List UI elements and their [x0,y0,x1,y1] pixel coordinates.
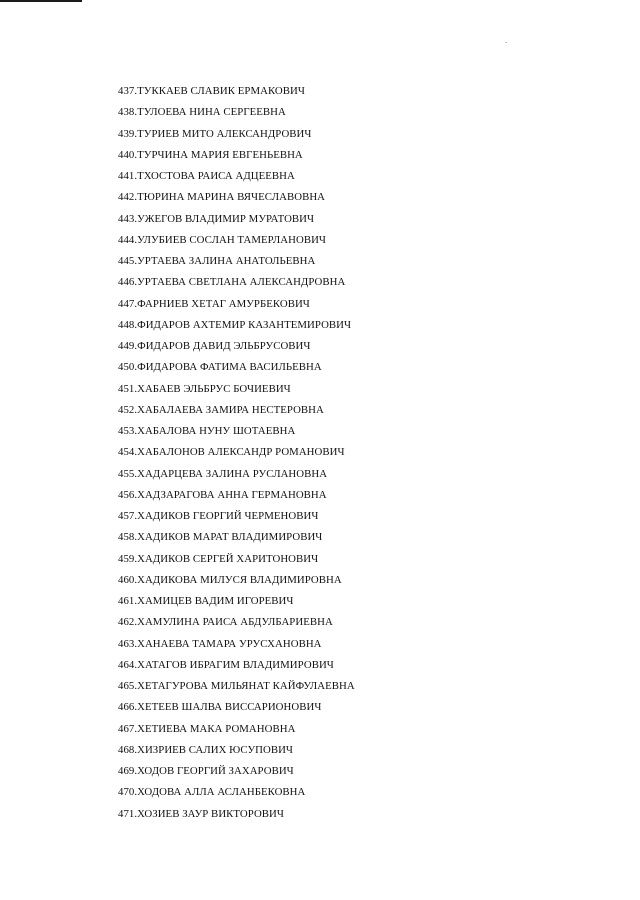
entry-name: ХАНАЕВА ТАМАРА УРУСХАНОВНА [137,637,322,650]
entry-name: УРТАЕВА ЗАЛИНА АНАТОЛЬЕВНА [137,255,316,267]
entry-number: 471. [118,807,138,820]
entry-number: 448. [118,318,138,331]
entry-name: ТУРЧИНА МАРИЯ ЕВГЕНЬЕВНА [137,148,303,161]
entry-number: 445. [118,255,138,267]
entry-name: ХАДАРЦЕВА ЗАЛИНА РУСЛАНОВНА [137,467,328,480]
entry-name: ТУККАЕВ СЛАВИК ЕРМАКОВИЧ [137,85,305,97]
list-item [118,145,355,166]
entry-number: 462. [118,616,138,629]
list-item [118,294,355,315]
entry-name: ХАБАЕВ ЭЛЬБРУС БОЧИЕВИЧ [137,382,291,395]
list-item [118,251,355,272]
entry-name: ХАБАЛАЕВА ЗАМИРА НЕСТЕРОВНА [137,403,324,416]
entry-name: ХОЗИЕВ ЗАУР ВИКТОРОВИЧ [137,807,284,820]
list-item [118,81,355,102]
entry-name: ФИДАРОВ ДАВИД ЭЛЬБРУСОВИЧ [137,340,311,352]
scan-edge-mark [0,0,82,2]
entry-name: ХАДИКОВА МИЛУСЯ ВЛАДИМИРОВНА [137,573,342,586]
entry-number: 437. [118,85,138,97]
list-item [118,591,355,612]
entry-name: ТЮРИНА МАРИНА ВЯЧЕСЛАВОВНА [137,191,326,204]
list-item [118,719,355,740]
entry-name: ХОДОВА АЛЛА АСЛАНБЕКОВНА [137,786,306,799]
entry-name: УРТАЕВА СВЕТЛАНА АЛЕКСАНДРОВНА [137,276,346,289]
entry-name: ХАДЗАРАГОВА АННА ГЕРМАНОВНА [137,488,327,501]
list-item [118,549,355,570]
entry-number: 456. [118,488,138,501]
entry-number: 460. [118,573,138,586]
entry-number: 451. [118,382,138,395]
entry-name: ХАДИКОВ МАРАТ ВЛАДИМИРОВИЧ [137,531,323,544]
entry-number: 464. [118,658,138,671]
list-item [118,612,355,633]
entry-number: 459. [118,552,138,565]
list-item [118,782,355,803]
entry-number: 465. [118,680,138,692]
scan-speck [505,42,507,43]
list-item [118,634,355,655]
list-item [118,740,355,761]
list-item [118,570,355,591]
entry-number: 455. [118,467,138,480]
entry-number: 466. [118,701,138,714]
entry-name: ХАДИКОВ СЕРГЕЙ ХАРИТОНОВИЧ [137,552,319,565]
entry-number: 461. [118,595,138,607]
list-item [118,336,355,357]
entry-number: 442. [118,191,138,204]
entry-number: 446. [118,276,138,289]
entry-name: ФАРНИЕВ ХЕТАГ АМУРБЕКОВИЧ [137,297,310,310]
entry-name: УЖЕГОВ ВЛАДИМИР МУРАТОВИЧ [137,212,315,225]
entry-name: ХАМУЛИНА РАИСА АБДУЛБАРИЕВНА [137,616,333,629]
entry-name: ХОДОВ ГЕОРГИЙ ЗАХАРОВИЧ [137,765,294,777]
entry-name: ХАБАЛОНОВ АЛЕКСАНДР РОМАНОВИЧ [137,446,345,459]
entry-number: 469. [118,765,138,777]
list-item [118,357,355,378]
entry-number: 452. [118,403,138,416]
entry-name: ХИЗРИЕВ САЛИХ ЮСУПОВИЧ [137,743,293,756]
list-item [118,272,355,293]
list-item [118,676,355,697]
list-item [118,379,355,400]
list-item [118,697,355,718]
entry-number: 458. [118,531,138,544]
entry-number: 450. [118,361,138,374]
entry-name: ТХОСТОВА РАИСА АДЦЕЕВНА [137,170,295,182]
entry-number: 438. [118,106,138,119]
entry-name: ХЕТЕЕВ ШАЛВА ВИССАРИОНОВИЧ [137,701,322,714]
list-item [118,315,355,336]
list-item [118,124,355,145]
entry-name: ХАДИКОВ ГЕОРГИЙ ЧЕРМЕНОВИЧ [137,510,319,522]
list-item [118,102,355,123]
name-list [118,81,355,825]
entry-name: ФИДАРОВА ФАТИМА ВАСИЛЬЕВНА [137,361,322,374]
entry-name: УЛУБИЕВ СОСЛАН ТАМЕРЛАНОВИЧ [137,233,326,246]
list-item [118,400,355,421]
entry-number: 440. [118,148,138,161]
list-item [118,527,355,548]
list-item [118,442,355,463]
entry-name: ТУЛОЕВА НИНА СЕРГЕЕВНА [137,106,286,119]
entry-number: 468. [118,743,138,756]
entry-name: ХАМИЦЕВ ВАДИМ ИГОРЕВИЧ [137,595,294,607]
list-item [118,187,355,208]
list-item [118,230,355,251]
list-item [118,464,355,485]
entry-number: 470. [118,786,138,799]
list-item [118,804,355,825]
entry-number: 453. [118,425,138,437]
entry-name: ХАТАГОВ ИБРАГИМ ВЛАДИМИРОВИЧ [137,658,334,671]
entry-name: ХЕТИЕВА МАКА РОМАНОВНА [137,722,296,735]
entry-name: ХАБАЛОВА НУНУ ШОТАЕВНА [137,425,296,437]
entry-number: 449. [118,340,138,352]
list-item [118,421,355,442]
entry-number: 467. [118,722,138,735]
list-item [118,166,355,187]
entry-number: 439. [118,127,138,140]
entry-number: 443. [118,212,138,225]
entry-number: 444. [118,233,138,246]
entry-number: 463. [118,637,138,650]
entry-number: 457. [118,510,138,522]
list-item [118,485,355,506]
entry-number: 447. [118,297,138,310]
entry-name: ТУРИЕВ МИТО АЛЕКСАНДРОВИЧ [137,127,312,140]
entry-name: ХЕТАГУРОВА МИЛЬЯНАТ КАЙФУЛАЕВНА [137,680,355,692]
list-item [118,761,355,782]
entry-number: 454. [118,446,138,459]
entry-number: 441. [118,170,138,182]
list-item [118,209,355,230]
list-item [118,655,355,676]
list-item [118,506,355,527]
entry-name: ФИДАРОВ АХТЕМИР КАЗАНТЕМИРОВИЧ [137,318,352,331]
